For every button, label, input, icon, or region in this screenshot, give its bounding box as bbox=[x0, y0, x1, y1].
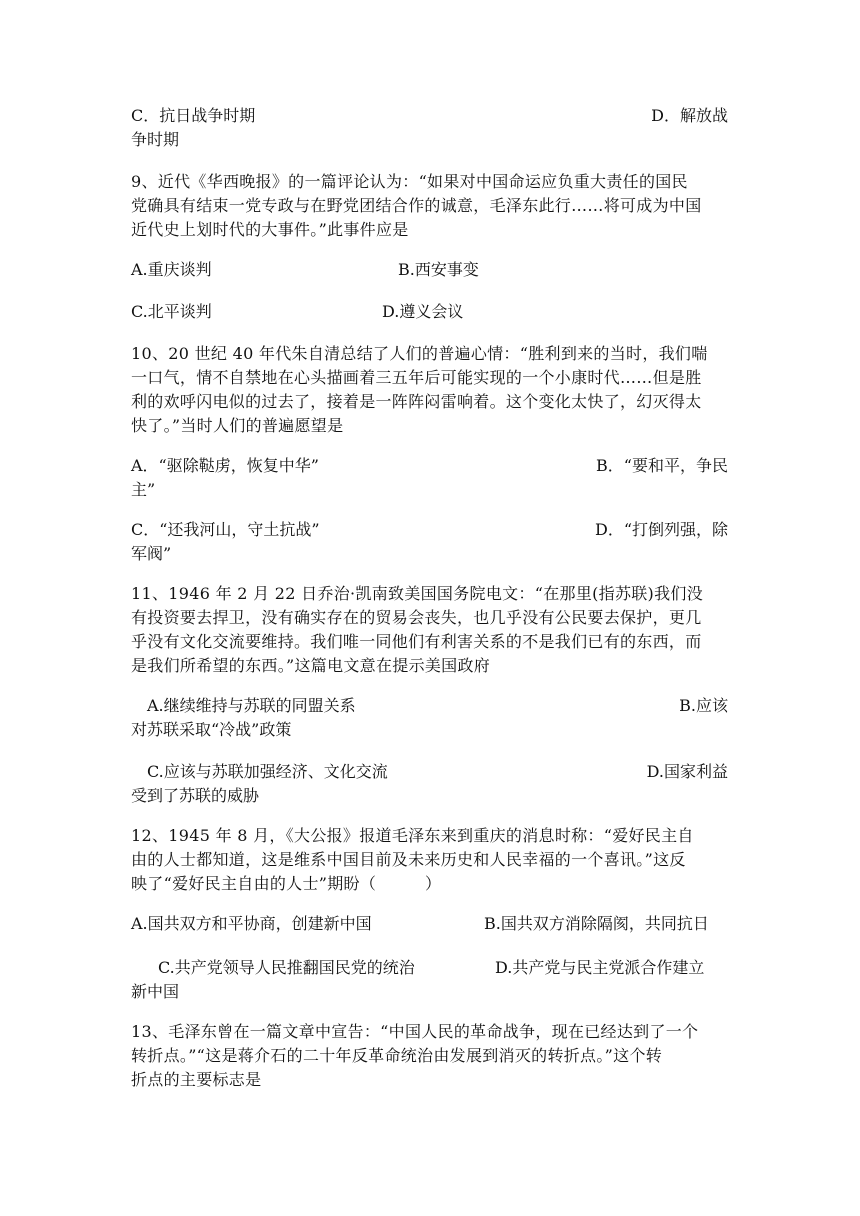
q12-stem-line-3: 映了“爱好民主自由的人士”期盼（ ） bbox=[131, 874, 442, 893]
q10-option-c: C．“还我河山，守土抗战” bbox=[131, 520, 320, 539]
q11-option-b: B.应该 bbox=[679, 696, 728, 715]
q8-option-d: D．解放战 bbox=[651, 106, 728, 125]
q10-stem-line-4: 快了。”当时人们的普遍愿望是 bbox=[131, 416, 344, 435]
q10-option-b-wrap: 主” bbox=[131, 480, 156, 499]
q10-stem-line-2: 一口气，情不自禁地在心头描画着三五年后可能实现的一个小康时代……但是胜 bbox=[131, 368, 702, 387]
q11-stem-line-2: 有投资要去捍卫，没有确实存在的贸易会丧失，也几乎没有公民要去保护，更几 bbox=[131, 608, 702, 627]
q12-option-c: C.共产党领导人民推翻国民党的统治 bbox=[158, 958, 415, 977]
q12-stem-line-2: 由的人士都知道，这是维系中国目前及未来历史和人民幸福的一个喜讯。”这反 bbox=[131, 850, 686, 869]
q8-option-d-wrap: 争时期 bbox=[131, 130, 180, 149]
q9-option-c: C.北平谈判 bbox=[131, 302, 212, 321]
q8-option-c: C．抗日战争时期 bbox=[131, 106, 256, 125]
q10-stem-line-1: 10、20 世纪 40 年代朱自清总结了人们的普遍心情：“胜利到来的当时，我们喘 bbox=[131, 344, 708, 363]
q9-stem-line-2: 党确具有结束一党专政与在野党团结合作的诚意，毛泽东此行……将可成为中国 bbox=[131, 196, 702, 215]
q9-stem-line-3: 近代史上划时代的大事件。”此事件应是 bbox=[131, 220, 409, 239]
q11-option-d: D.国家利益 bbox=[646, 762, 728, 781]
q11-option-d-wrap: 受到了苏联的威胁 bbox=[131, 786, 260, 805]
q9-stem-line-1: 9、近代《华西晚报》的一篇评论认为：“如果对中国命运应负重大责任的国民 bbox=[131, 172, 688, 191]
q13-stem-line-3: 折点的主要标志是 bbox=[131, 1070, 262, 1089]
q13-stem-line-1: 13、毛泽东曾在一篇文章中宣告：“中国人民的革命战争，现在已经达到了一个 bbox=[131, 1022, 699, 1041]
q10-option-a: A．“驱除鞑虏，恢复中华” bbox=[131, 456, 319, 475]
q10-option-d: D．“打倒列强，除 bbox=[594, 520, 728, 539]
q11-stem-line-1: 11、1946 年 2 月 22 日乔治·凯南致美国国务院电文：“在那里(指苏联)我们没 bbox=[131, 584, 703, 603]
q12-option-b: B.国共双方消除隔阂，共同抗日 bbox=[484, 914, 709, 933]
q10-option-d-wrap: 军阀” bbox=[131, 544, 172, 563]
q9-option-a: A.重庆谈判 bbox=[131, 260, 212, 279]
q12-stem-line-1: 12、1945 年 8 月，《大公报》报道毛泽东来到重庆的消息时称：“爱好民主自 bbox=[131, 826, 694, 845]
q11-stem-line-3: 乎没有文化交流要维持。我们唯一同他们有利害关系的不是我们已有的东西，而 bbox=[131, 632, 702, 651]
q12-option-a: A.国共双方和平协商，创建新中国 bbox=[131, 914, 372, 933]
q12-option-d: D.共产党与民主党派合作建立 bbox=[495, 958, 705, 977]
q9-option-b: B.西安事变 bbox=[398, 260, 479, 279]
q11-option-c: C.应该与苏联加强经济、文化交流 bbox=[147, 762, 388, 781]
q10-stem-line-3: 利的欢呼闪电似的过去了，接着是一阵阵闷雷响着。这个变化太快了，幻灭得太 bbox=[131, 392, 702, 411]
q11-option-b-wrap: 对苏联采取“冷战”政策 bbox=[131, 720, 292, 739]
q11-option-a: A.继续维持与苏联的同盟关系 bbox=[147, 696, 356, 715]
q9-option-d: D.遵义会议 bbox=[382, 302, 464, 321]
q10-option-b: B．“要和平，争民 bbox=[596, 456, 728, 475]
q11-stem-line-4: 是我们所希望的东西。”这篇电文意在提示美国政府 bbox=[131, 656, 491, 675]
q12-option-d-wrap: 新中国 bbox=[131, 982, 180, 1001]
q13-stem-line-2: 转折点。”“这是蒋介石的二十年反革命统治由发展到消灭的转折点。”这个转 bbox=[131, 1046, 663, 1065]
